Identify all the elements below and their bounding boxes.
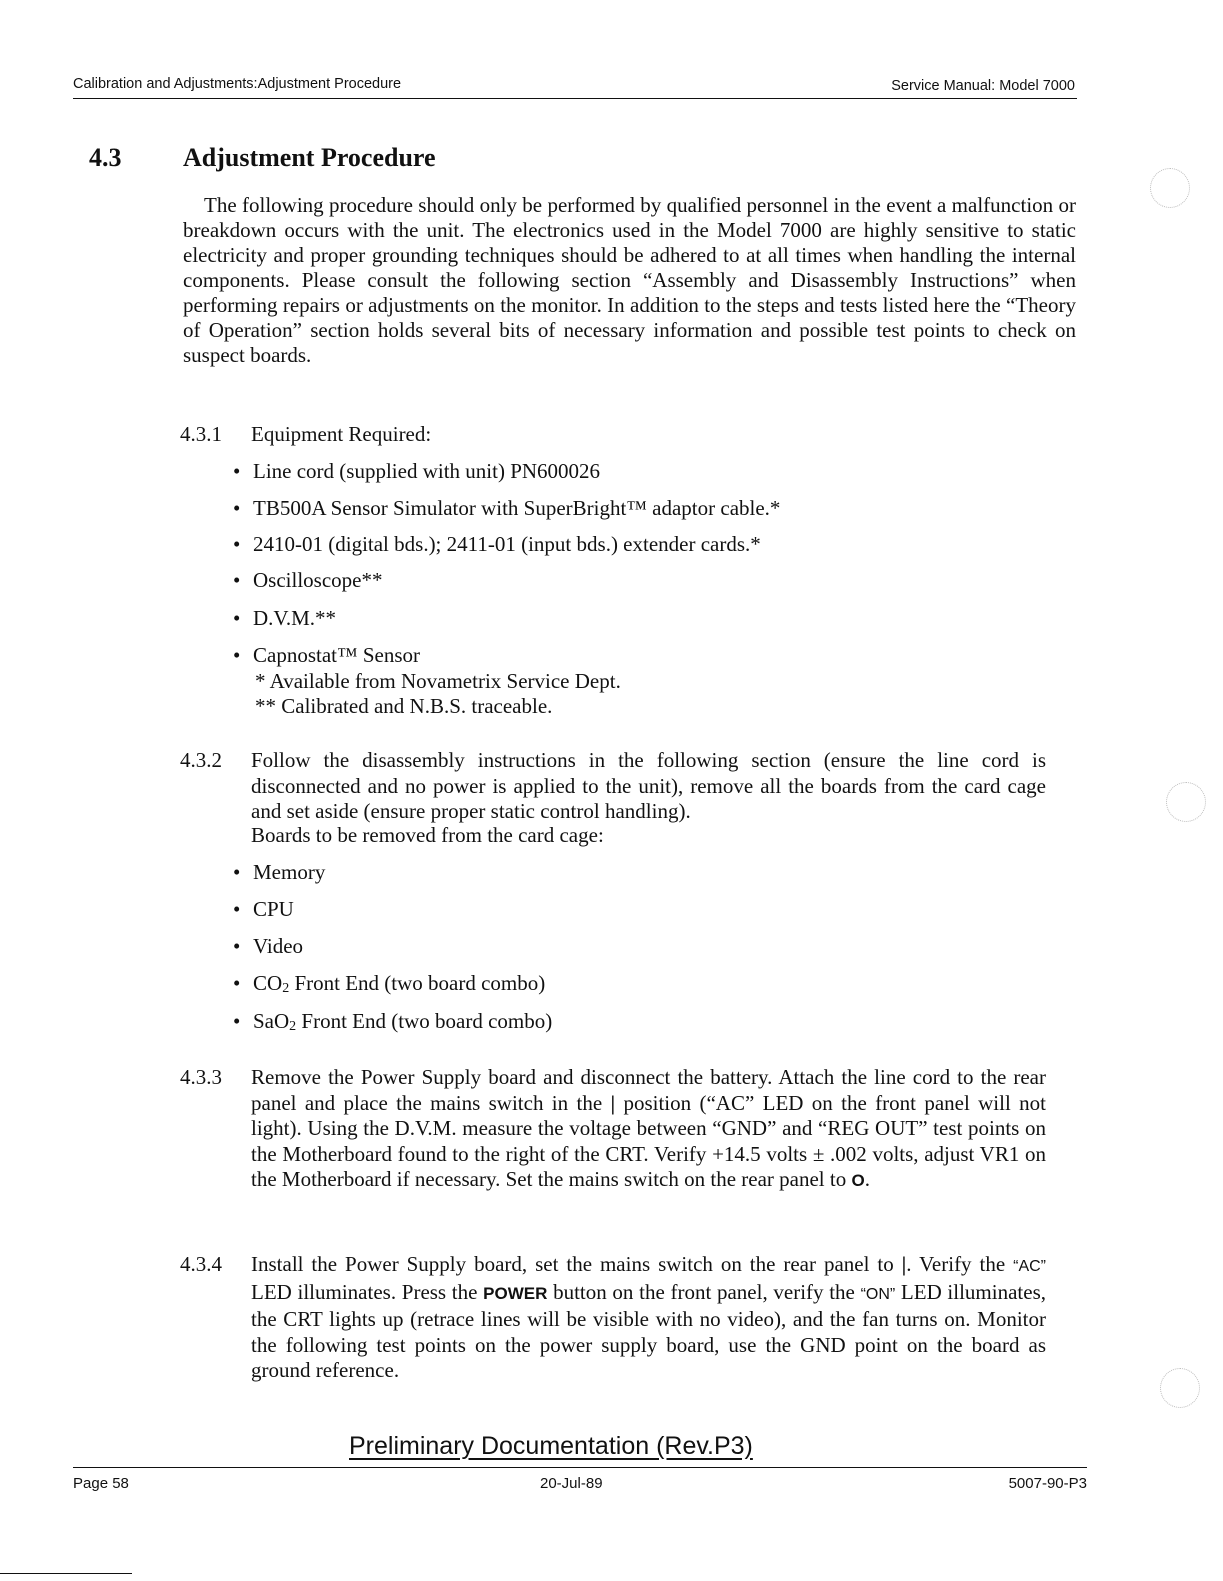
board-item: • Video bbox=[233, 934, 304, 958]
footer-title: Preliminary Documentation (Rev.P3) bbox=[349, 1432, 753, 1460]
scan-edge-line bbox=[0, 1573, 132, 1574]
section-title: Adjustment Procedure bbox=[183, 143, 436, 172]
running-header-right: Service Manual: Model 7000 bbox=[891, 78, 1075, 94]
punch-hole-mark bbox=[1150, 168, 1190, 208]
footnote: ** Calibrated and N.B.S. traceable. bbox=[255, 694, 553, 718]
subsection-number: 4.3.3 bbox=[180, 1065, 222, 1089]
equipment-item: • TB500A Sensor Simulator with SuperBright™ adaptor cable.* bbox=[233, 496, 781, 520]
document-number: 5007-90-P3 bbox=[1008, 1475, 1087, 1492]
board-item: • Memory bbox=[233, 860, 326, 884]
subsection-number: 4.3.2 bbox=[180, 748, 222, 772]
board-item: • CPU bbox=[233, 897, 294, 921]
board-item: • CO2 Front End (two board combo) bbox=[233, 971, 546, 996]
equipment-item: • Oscilloscope** bbox=[233, 568, 383, 592]
equipment-item: • Line cord (supplied with unit) PN600026 bbox=[233, 459, 601, 483]
footnote: * Available from Novametrix Service Dept. bbox=[255, 669, 621, 693]
footer-date: 20-Jul-89 bbox=[540, 1475, 603, 1492]
punch-hole-mark bbox=[1160, 1368, 1200, 1408]
intro-paragraph: The following procedure should only be performed by qualified personnel in the event a malfunction or breakdown occurs with the unit. The electronics used in the Model 7000 are highly sensitive to static electricity and proper grounding techniques should be adhered to at all times when handling the internal components. Please consult the following section “Assembly and Disassembly Instructions” when performing repairs or adjustments on the monitor. In addition to the steps and tests listed here the “Theory of Operation” section holds several bits of necessary information and possible test points to check on suspect boards. bbox=[183, 193, 1076, 367]
subsection-text: Install the Power Supply board, set the mains switch on the rear panel to |. Verify the “AC” LED illuminates. Press the POWER button on the front panel, verify the “ON” LED illuminates, the CRT lights up (retrace lines will be visible with no video), and the fan turns on. Monitor the following test points on the power supply board, use the GND point on the board as ground reference. bbox=[251, 1252, 1046, 1382]
punch-hole-mark bbox=[1166, 782, 1206, 822]
footer-divider bbox=[73, 1467, 1087, 1468]
page-number: Page 58 bbox=[73, 1475, 129, 1492]
subsection-number: 4.3.1 bbox=[180, 422, 222, 446]
equipment-item: • D.V.M.** bbox=[233, 606, 337, 630]
header-divider bbox=[73, 98, 1077, 99]
running-header-left: Calibration and Adjustments:Adjustment Procedure bbox=[73, 76, 402, 92]
subsection-text: Boards to be removed from the card cage: bbox=[251, 823, 604, 847]
equipment-item: • 2410-01 (digital bds.); 2411-01 (input bds.) extender cards.* bbox=[233, 532, 761, 556]
subsection-number: 4.3.4 bbox=[180, 1252, 222, 1276]
board-item: • SaO2 Front End (two board combo) bbox=[233, 1009, 553, 1034]
subsection-text: Follow the disassembly instructions in the following section (ensure the line cord is disconnected and no power is applied to the unit), remove all the boards from the card cage and set aside (ensure proper static control handling). bbox=[251, 748, 1046, 823]
subsection-title: Equipment Required: bbox=[251, 422, 432, 446]
equipment-item: • Capnostat™ Sensor bbox=[233, 643, 420, 667]
subsection-text: Remove the Power Supply board and disconnect the battery. Attach the line cord to the rear panel and place the mains switch in the | position (“AC” LED on the front panel will not light). Using the D.V.M. measure the voltage between “GND” and “REG OUT” test points on the Motherboard found to the right of the CRT. Verify +14.5 volts ± .002 volts, adjust VR1 on the Motherboard if necessary. Set the mains switch on the rear panel to O. bbox=[251, 1065, 1046, 1191]
section-number: 4.3 bbox=[89, 143, 122, 172]
